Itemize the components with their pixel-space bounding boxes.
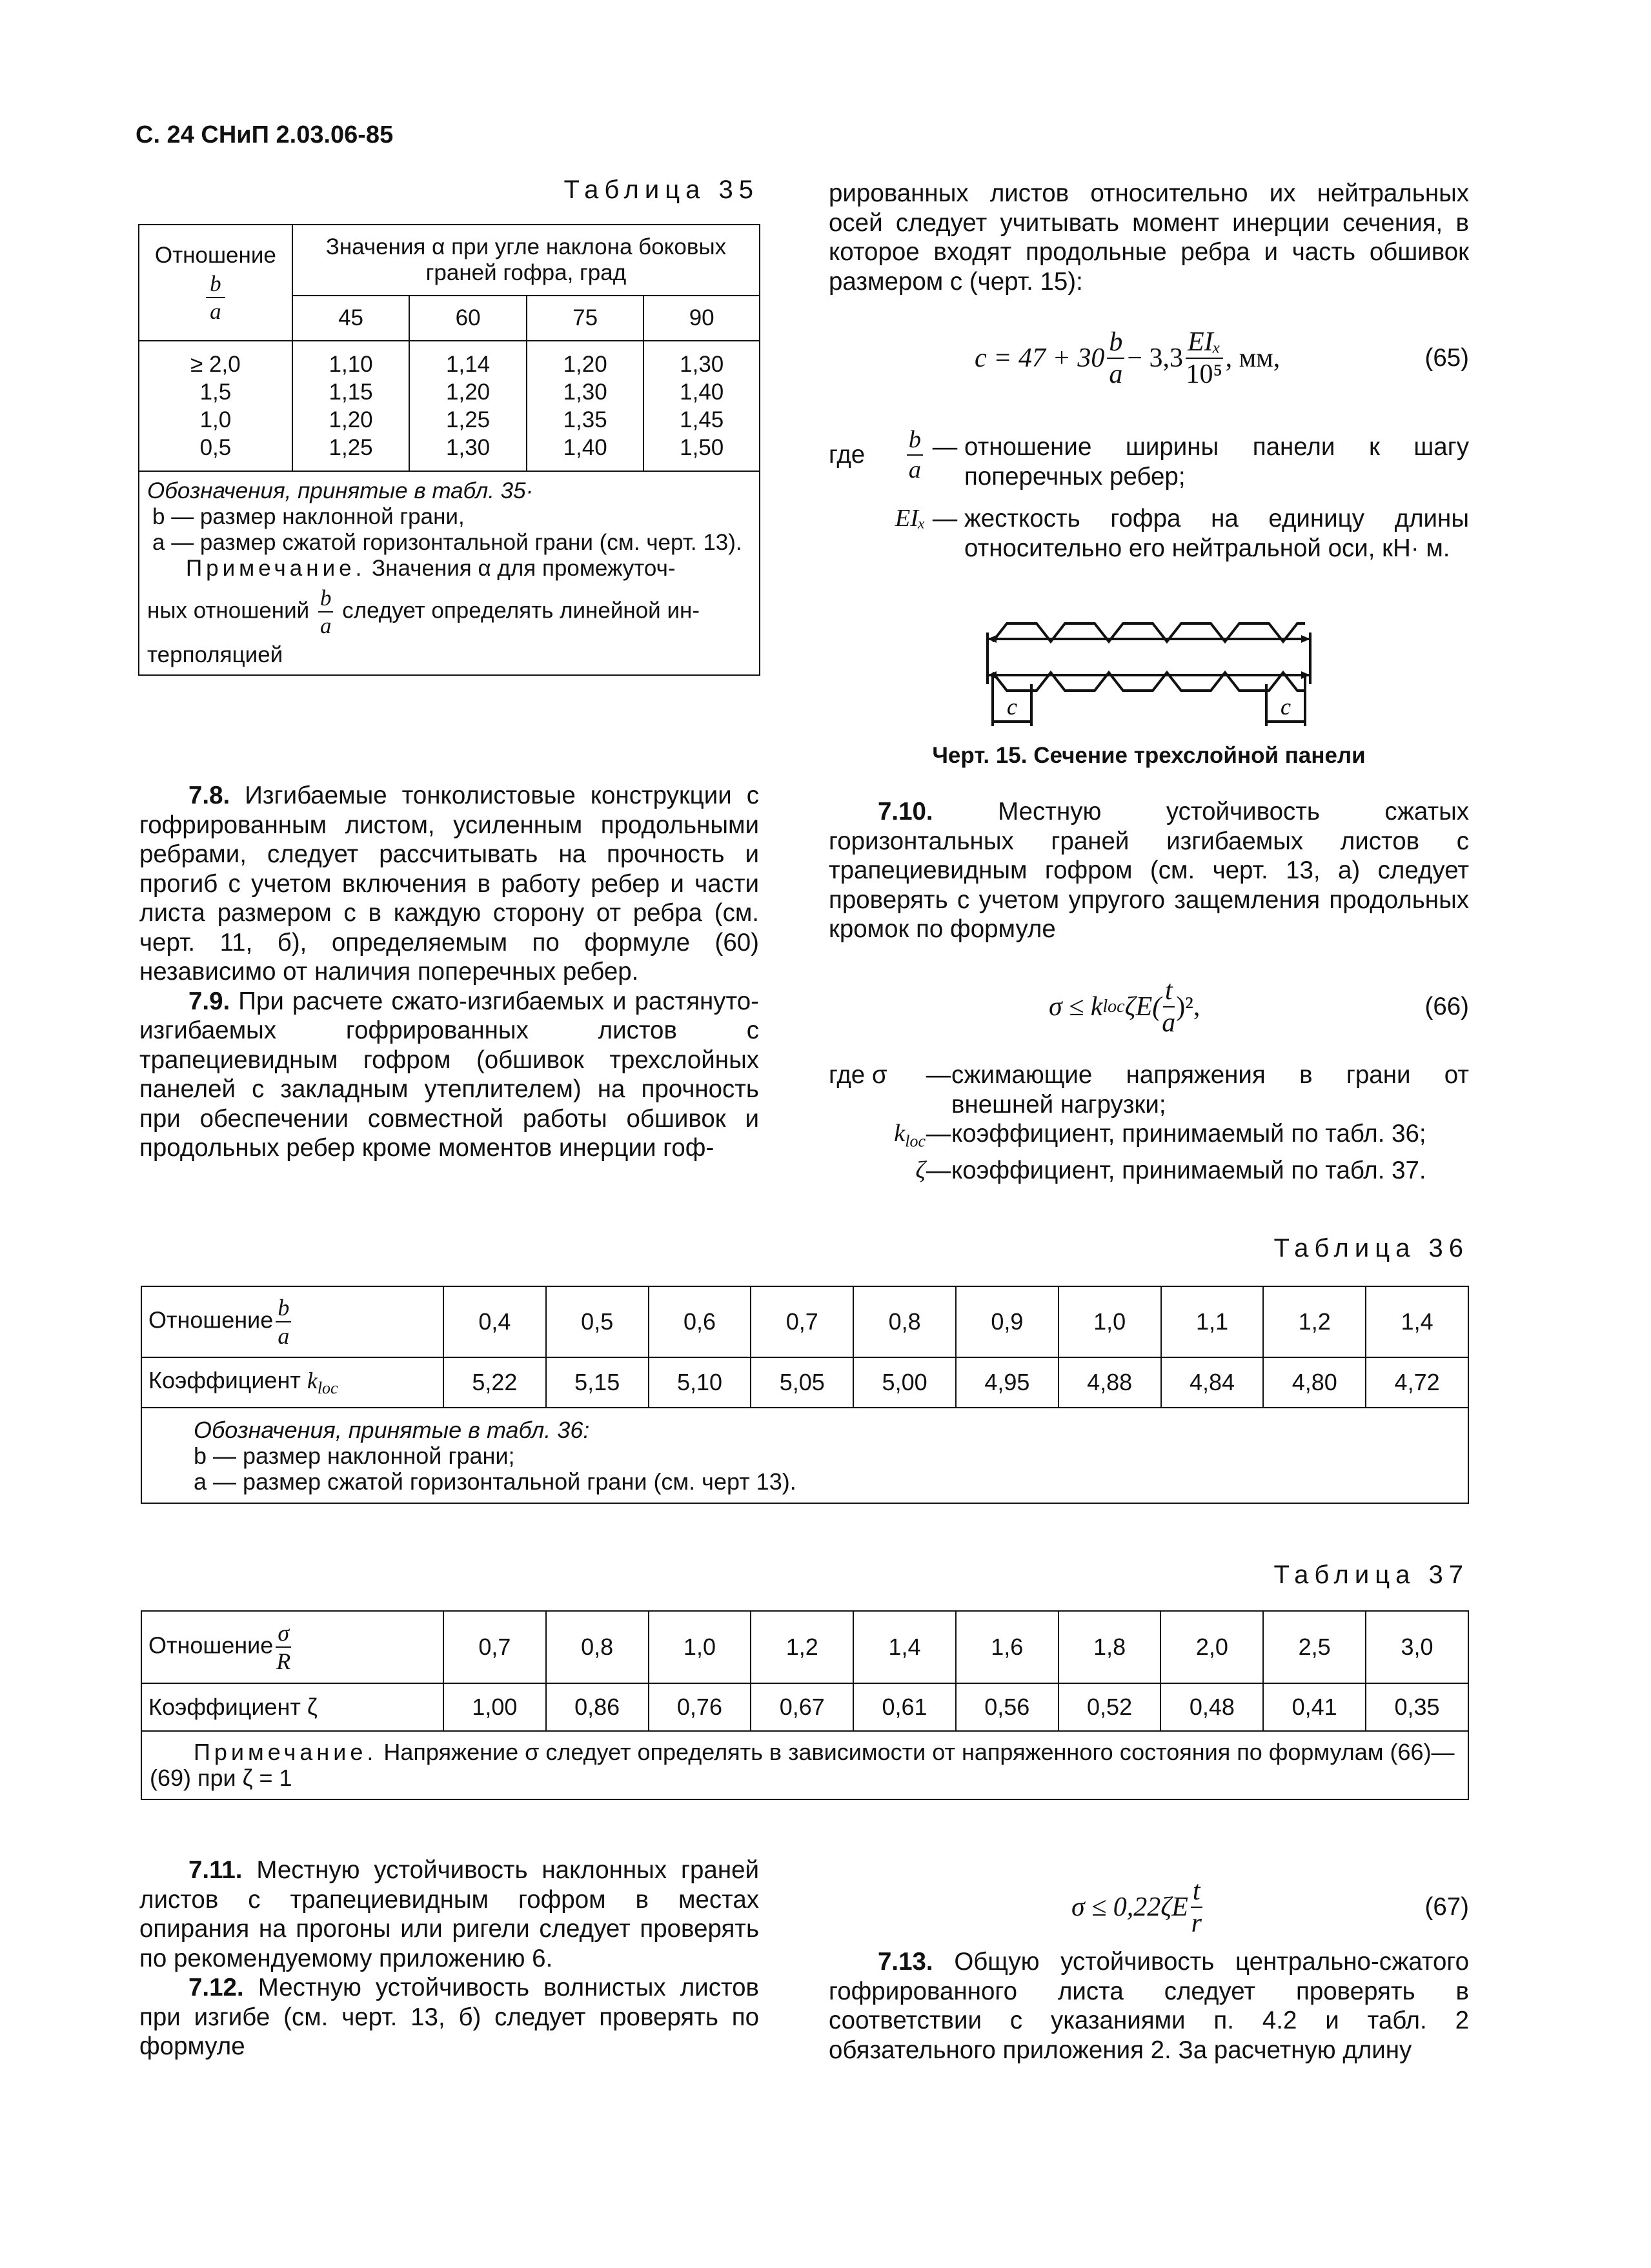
table36-ratio: 1,4 <box>1366 1286 1468 1357</box>
table35-ratio-column: ≥ 2,0 1,5 1,0 0,5 <box>139 341 292 471</box>
table36-coef: 4,72 <box>1366 1357 1468 1408</box>
table37-ratio: 1,2 <box>751 1611 853 1683</box>
table37-coef: 0,52 <box>1058 1683 1161 1731</box>
bottom-left-text-column <box>139 1856 759 2061</box>
table37-coef: 0,61 <box>853 1683 956 1731</box>
table36-coef: 4,80 <box>1263 1357 1366 1408</box>
table-36 <box>141 1286 1469 1504</box>
table36-notes: Обозначения, принятые в табл. 36: b — размер наклонной грани; a — размер сжатой горизонтальной грани (см. черт 13). <box>141 1408 1468 1503</box>
paragraph-7-13: 7.13. Общую устойчивость центрально-сжатого гофрированного листа следует проверять в соответствии с указаниями п. 4.2 и табл. 2 обязательного приложения 2. За расчетную длину <box>829 1948 1469 2064</box>
table-37 <box>141 1610 1469 1800</box>
table37-coef: 0,35 <box>1366 1683 1468 1731</box>
table37-coef: 0,67 <box>751 1683 853 1731</box>
table37-coef: 0,41 <box>1263 1683 1366 1731</box>
table36-coef: 4,88 <box>1058 1357 1161 1408</box>
equation-65: c = 47 + 30 $\frac{b}{a}$ − 3,3 $\frac{\text{EIₓ}}{\text{10⁵}}$ , мм, (65) <box>975 327 1469 389</box>
table37-ratio: 1,4 <box>853 1611 956 1683</box>
table-35 <box>138 224 760 676</box>
paragraph-7-11: 7.11. Местную устойчивость наклонных граней листов с трапециевидным гофром в местах опирания на прогоны или ригели следует проверять по рекомендуемому приложению 6. <box>139 1856 759 1972</box>
left-text-column <box>139 781 759 1163</box>
table36-ratio: 0,6 <box>649 1286 751 1357</box>
table36-ratio: 0,4 <box>443 1286 546 1357</box>
figure-15-panel-section <box>975 613 1323 729</box>
paragraph-7-9: 7.9. При расчете сжато-изгибаемых и растянуто-изгибаемых гофрированных листов с трапециевидным гофром (обшивок трехслойных панелей с закладным утеплителем) на прочность при обеспечении совместной работы обшивок и продольных ребер кроме моментов инерции гоф- <box>139 987 759 1162</box>
table37-coef: 0,48 <box>1160 1683 1263 1731</box>
table37-coef: 0,76 <box>649 1683 751 1731</box>
table35-values-45: 1,10 1,15 1,20 1,25 <box>292 341 410 471</box>
table36-coef: 4,95 <box>956 1357 1058 1408</box>
table35-values-75: 1,20 1,30 1,35 1,40 <box>527 341 644 471</box>
table35-caption: Таблица 35 <box>563 176 759 204</box>
table36-ratio: 0,5 <box>546 1286 649 1357</box>
table36-coef: 5,22 <box>443 1357 546 1408</box>
table37-ratio: 0,7 <box>443 1611 546 1683</box>
table35-angle: 60 <box>409 296 527 341</box>
page-header: С. 24 СНиП 2.03.06-85 <box>136 121 394 148</box>
paragraph-7-10: 7.10. Местную устойчивость сжатых горизонтальных граней изгибаемых листов с трапециевидным гофром (см. черт. 13, а) следует проверять с учетом упругого защемления продольных кромок по формуле <box>829 798 1469 943</box>
eq65-definitions: где $\frac{b}{a}$ — отношение ширины панели к шагу поперечных ребер; EIₓ — жесткость гофра на единицу длины относительно его нейтральной оси, кН· м. <box>829 426 1469 562</box>
table36-ratio: 0,7 <box>751 1286 853 1357</box>
table37-coef: 0,86 <box>546 1683 649 1731</box>
equation-66: σ ≤ k loc ζE( $\frac{t}{a}$ )², (66) <box>1049 976 1469 1038</box>
table35-notes: Обозначения, принятые в табл. 35· b — размер наклонной грани, a — размер сжатой горизонтальной грани (см. черт. 13). Примечание. Значения α для промежуточ- ных отношений $\frac{b}{a}$ следует определять линейной ин- терполяцией <box>139 471 760 675</box>
table37-coef: 1,00 <box>443 1683 546 1731</box>
table36-ratio: 1,1 <box>1161 1286 1264 1357</box>
table36-ratio: 1,0 <box>1058 1286 1161 1357</box>
table37-ratio: 3,0 <box>1366 1611 1468 1683</box>
paragraph-7-12: 7.12. Местную устойчивость волнистых листов при изгибе (см. черт. 13, б) следует проверять по формуле <box>139 1974 760 2060</box>
eq66-definitions: где σ — сжимающие напряжения в грани от внешней нагрузки; $k_{loc}$ — коэффициент, принимаемый по табл. 36; ζ — коэффициент, принимаемый по табл. 37. <box>829 1061 1469 1185</box>
figure-15-caption: Черт. 15. Сечение трехслойной панели <box>932 743 1366 768</box>
table37-ratio: 2,0 <box>1160 1611 1263 1683</box>
table36-ratio: 0,9 <box>956 1286 1058 1357</box>
table36-ratio: 0,8 <box>853 1286 956 1357</box>
right-text-continuation: рированных листов относительно их нейтральных осей следует учитывать момент инерции сечения, в которое входят продольные ребра и часть обшивок размером c (черт. 15): <box>829 179 1469 296</box>
table36-caption: Таблица 36 <box>1273 1234 1469 1262</box>
table35-angle: 45 <box>292 296 410 341</box>
table35-angle: 75 <box>527 296 644 341</box>
table36-row2-label: Коэффициент $k_{loc}$ <box>141 1357 443 1408</box>
table37-row2-label: Коэффициент ζ <box>141 1683 443 1731</box>
table36-row1-label: Отношение $\frac{b}{a}$ <box>141 1286 443 1357</box>
table37-notes: Примечание. Напряжение σ следует определять в зависимости от напряженного состояния по формулам (66)—(69) при ζ = 1 <box>141 1731 1468 1799</box>
table37-caption: Таблица 37 <box>1273 1561 1469 1589</box>
figure15-label-c-left: c <box>1007 694 1017 720</box>
table37-coef: 0,56 <box>956 1683 1058 1731</box>
table35-angle: 90 <box>643 296 760 341</box>
table37-ratio: 1,0 <box>649 1611 751 1683</box>
table37-ratio: 1,8 <box>1058 1611 1161 1683</box>
table36-ratio: 1,2 <box>1263 1286 1366 1357</box>
table35-values-90: 1,30 1,40 1,45 1,50 <box>643 341 760 471</box>
table36-coef: 4,84 <box>1161 1357 1264 1408</box>
figure15-label-c-right: c <box>1281 694 1291 720</box>
table36-coef: 5,00 <box>853 1357 956 1408</box>
table35-col1-header: Отношение $\frac{b}{a}$ <box>139 225 292 341</box>
table35-values-60: 1,14 1,20 1,25 1,30 <box>409 341 527 471</box>
paragraph-7-8: 7.8. Изгибаемые тонколистовые конструкции с гофрированным листом, усиленным продольными ребрами, следует рассчитывать на прочность и прогиб с учетом включения в работу ребер и части листа размером c в каждую сторону от ребра (см. черт. 11, б), определяемым по формуле (60) независимо от наличия поперечных ребер. <box>139 782 759 986</box>
equation-67: σ ≤ 0,22ζE $\frac{t}{r}$ (67) <box>1071 1876 1469 1938</box>
table37-row1-label: Отношение $\frac{\sigma}{R}$ <box>141 1611 443 1683</box>
table37-ratio: 0,8 <box>546 1611 649 1683</box>
table36-coef: 5,05 <box>751 1357 853 1408</box>
table37-ratio: 2,5 <box>1263 1611 1366 1683</box>
table37-ratio: 1,6 <box>956 1611 1058 1683</box>
table35-group-header: Значения α при угле наклона боковых граней гофра, град <box>292 225 760 296</box>
table36-coef: 5,15 <box>546 1357 649 1408</box>
table36-coef: 5,10 <box>649 1357 751 1408</box>
